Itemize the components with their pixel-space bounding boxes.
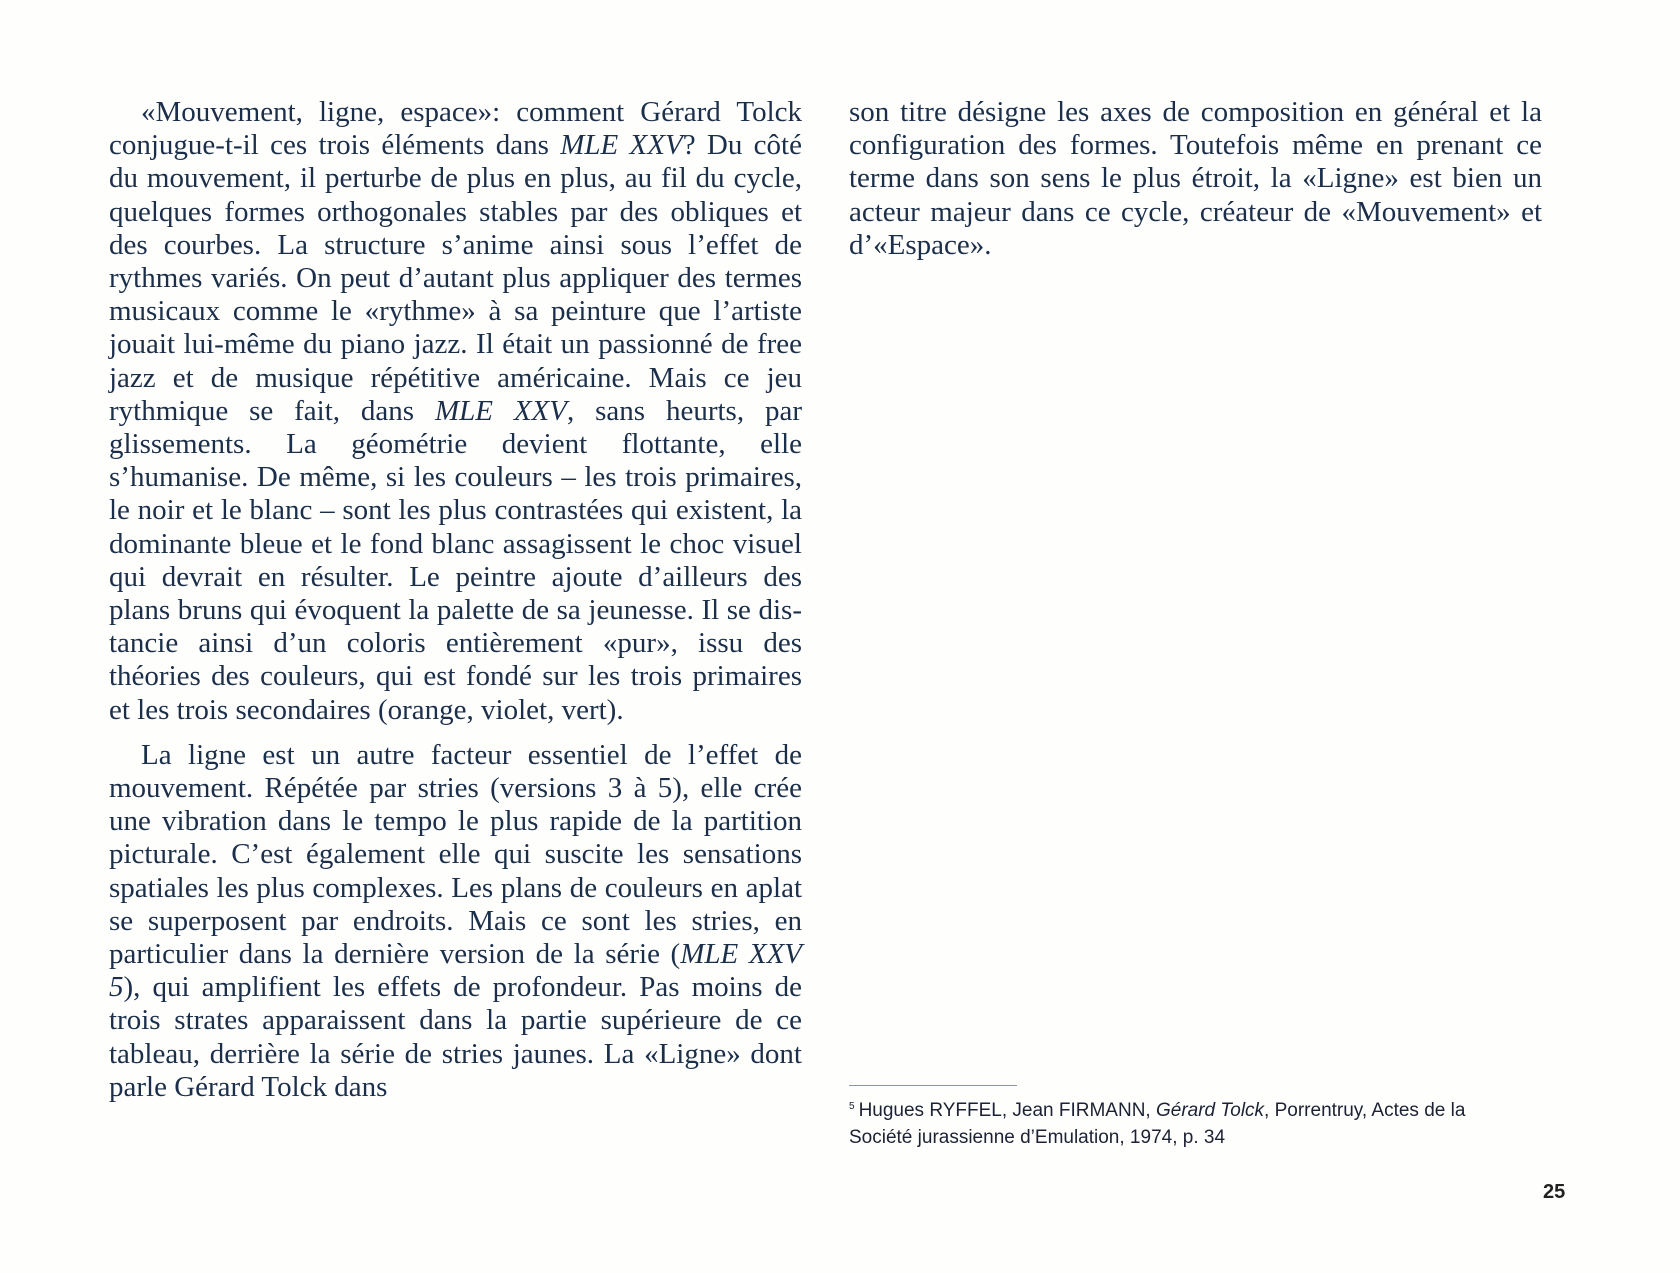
page-number: 25 [1543,1181,1566,1203]
footnote [849,1093,1469,1151]
right-column [849,96,1542,262]
footnote-authors: Hugues RYFFEL, Jean FIRMANN, [858,1100,1156,1121]
paragraph-3: son titre désigne les axes de composition en général et la configuration des formes. Toutefois même en prenant ce terme dans son sens le plus étroit, la «Ligne» est bien un acteur majeur dans ce cycle, créateur de «Mouvement» et d’«Espace». [849,96,1542,261]
artwork-title: MLE XXV [434,394,567,427]
footnote-divider [849,1085,1017,1086]
footnote-details: , Porrentruy, Actes de la Société jurassienne d’Emulation, 1974, p. 34 [849,1100,1466,1148]
artwork-title: MLE XXV 5 [109,938,802,1004]
left-column [109,96,802,1104]
paragraph-1: «Mouvement, ligne, espace»: comment Gérard Tolck conjugue-t-il ces trois éléments dans MLE XXV? Du côté du mouvement, il perturbe de plus en plus, au fil du cycle, quelques formes orthogonales stables par des obliques et des courbes. La structure s’anime ainsi sous l’effet de rythmes variés. On peut d’autant plus appliquer des termes musicaux comme le «rythme» à sa peinture que l’artiste jouait lui-même du piano jazz. Il était un passionné de free jazz et de musique répétitive américaine. Mais ce jeu rythmique se fait, dans MLE XXV, sans heurts, par glissements. La géométrie devient flottante, elle s’humanise. De même, si les couleurs – les trois primaires, le noir et le blanc – sont les plus contrastées qui existent, la dominante bleue et le fond blanc assagissent le choc visuel qui devrait en résulter. Le peintre ajoute d’ailleurs des plans bruns qui évoquent la palette de sa jeunesse. Il se distancie ainsi d’un coloris entièrement «pur», issu des théories des couleurs, qui est fondé sur les trois primaires et les trois secondaires (orange, violet, vert). [109,96,802,726]
footnote-marker: 5 [849,1101,855,1112]
artwork-title: MLE XXV [560,129,683,162]
footnote-title: Gérard Tolck [1155,1100,1265,1121]
paragraph-2: La ligne est un autre facteur essentiel de l’effet de mouvement. Répétée par stries (versions 3 à 5), elle crée une vibration dans le tempo le plus rapide de la partition picturale. C’est également elle qui suscite les sensations spatiales les plus complexes. Les plans de couleurs en aplat se superposent par endroits. Mais ce sont les stries, en particulier dans la dernière version de la série (MLE XXV 5), qui amplifient les effets de profondeur. Pas moins de trois strates apparaissent dans la partie supérieure de ce tableau, derrière la série de stries jaunes. La «Ligne» dont parle Gérard Tolck dans [109,738,802,1103]
